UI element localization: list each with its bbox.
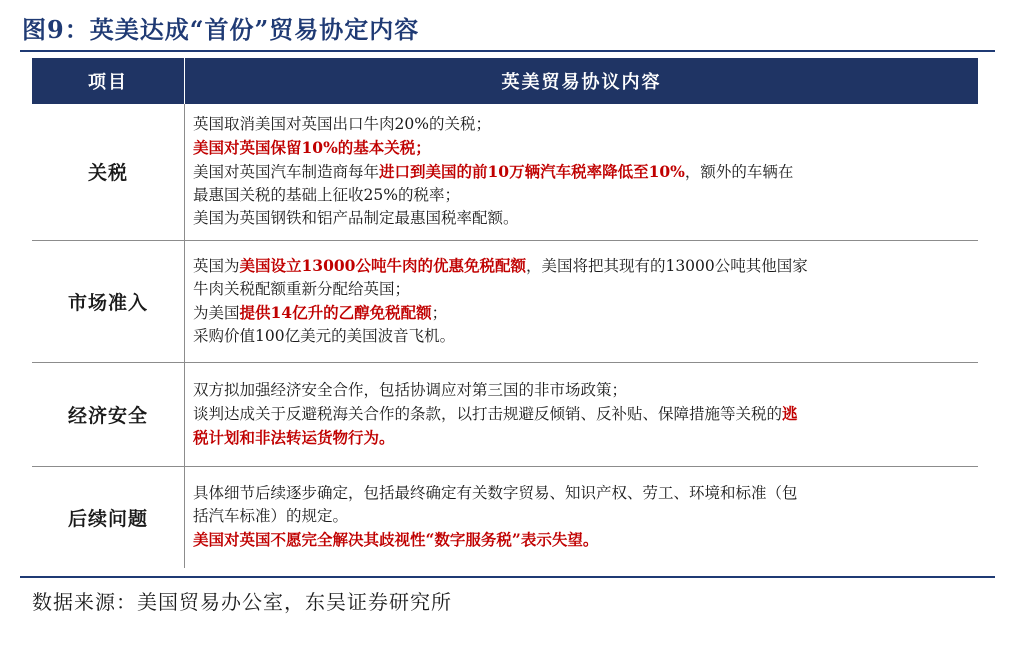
content-line [193,379,968,402]
content-text: ，额外的车辆在 [684,163,794,182]
content-line [193,426,968,450]
content-line [193,136,968,160]
footer-divider [20,576,995,578]
row-category: 关税 [32,104,185,240]
content-line [193,278,968,301]
table-header-row [32,58,978,104]
row-content [185,104,979,240]
content-text: 采购价值100亿美元的美国波音飞机。 [193,327,456,345]
content-line [193,113,968,136]
content-text: 双方拟加强经济安全合作，包括协调应对第三国的非市场政策； [193,380,628,399]
content-text: 谈判达成关于反避税海关合作的条款，以打击规避反倾销、反补贴、保障措施等关税的 [193,404,783,423]
content-text: 美国为英国钢铁和铝产品制定最惠国税率配额。 [193,209,519,228]
highlighted-text: 美国设立13000公吨牛肉的优惠免税配额 [239,256,526,275]
header-item: 项目 [32,58,185,104]
agreement-table [32,58,978,568]
row-content [185,466,979,568]
header-content: 英美贸易协议内容 [185,58,979,104]
highlighted-text: 进口到美国的前10万辆汽车税率降低至10% [379,162,685,182]
title-divider [20,50,995,52]
content-line [193,505,968,528]
content-line [193,207,968,230]
content-text: 英国为 [193,257,240,275]
data-source: 数据来源：美国贸易办公室，东吴证券研究所 [32,590,452,614]
row-category: 后续问题 [32,466,185,568]
content-text: 具体细节后续逐步确定，包括最终确定有关数字贸易、知识产权、劳工、环境和标准（包 [193,484,798,503]
highlighted-text: 税计划和非法转运货物行为。 [193,427,395,447]
row-content [185,240,979,362]
table-row [32,362,978,466]
content-line [193,402,968,426]
figure-title: 图9：英美达成“首份”贸易协定内容 [22,15,420,44]
content-line [193,301,968,325]
content-line [193,482,968,505]
content-line [193,254,968,278]
content-text: 美国对英国汽车制造商每年 [193,163,380,182]
content-line [193,160,968,184]
row-category: 市场准入 [32,240,185,362]
content-line [193,325,968,348]
highlighted-text: 美国对英国保留10%的基本关税； [193,138,431,158]
highlighted-text: 逃 [782,403,798,423]
content-text: 英国取消美国对英国出口牛肉20%的关税； [193,115,491,134]
content-text: 牛肉关税配额重新分配给英国； [193,280,411,298]
content-line [193,528,968,552]
content-text: ，美国将把其现有的13000公吨其他国家 [525,257,808,275]
table-body [32,104,978,568]
content-text: ； [431,304,448,322]
table-row [32,240,978,362]
row-content [185,362,979,466]
table-row [32,466,978,568]
content-text: 为美国 [193,304,240,322]
highlighted-text: 美国对英国不愿完全解决其歧视性“数字服务税”表示失望。 [193,530,599,550]
table-row [32,104,978,240]
row-category: 经济安全 [32,362,185,466]
highlighted-text: 提供14亿升的乙醇免税配额 [239,303,432,322]
content-line [193,184,968,207]
content-text: 括汽车标准）的规定。 [193,507,349,526]
content-text: 最惠国关税的基础上征收25%的税率； [193,186,460,205]
